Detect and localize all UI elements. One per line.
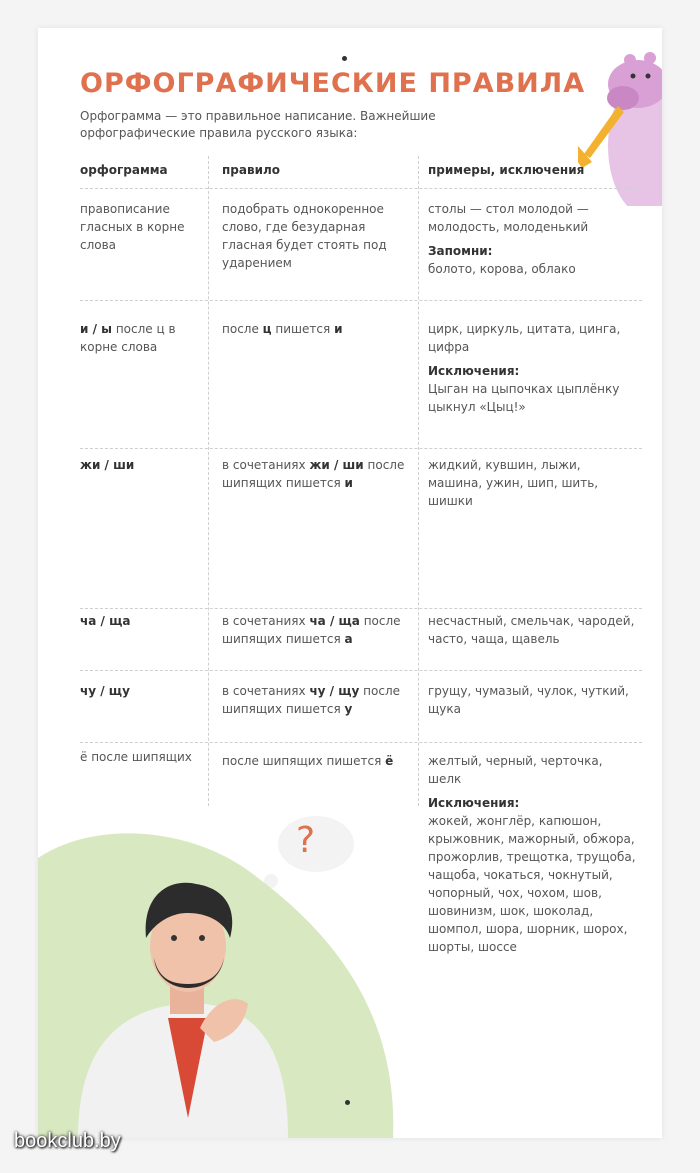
exceptions-label: Исключения: [428, 364, 520, 378]
header-examples: примеры, исключения [428, 163, 585, 177]
page-title: ОРФОГРАФИЧЕСКИЕ ПРАВИЛА [80, 68, 586, 99]
rule-combination: жи / ши [309, 458, 364, 472]
page-dot-top [342, 56, 347, 61]
examples-yo [428, 752, 638, 956]
rule-cha-shcha [222, 612, 407, 648]
rule-chu-shchu [222, 682, 407, 718]
rule-text: после [222, 322, 259, 336]
orthogram-letters: и / ы [80, 322, 112, 336]
examples-text: желтый, черный, черточка, шелк [428, 754, 603, 786]
orthogram-vowels: правописание гласных в корне слова [80, 202, 185, 252]
rule-yo [222, 752, 407, 770]
examples-zhi-shi: жидкий, кувшин, лыжи, машина, ужин, шип, шить, шишки [428, 458, 599, 508]
thinking-man-illustration [38, 798, 398, 1138]
orthogram-zhi-shi: жи / ши [80, 458, 135, 472]
header-rule: правило [222, 163, 281, 177]
examples-vowels [428, 200, 638, 278]
rule-text: в сочетаниях [222, 614, 306, 628]
table-divider [80, 300, 642, 301]
examples-chu-shchu: грущу, чумазый, чулок, чуткий, щука [428, 684, 629, 716]
page-dot-bottom [345, 1100, 350, 1105]
rule-text: пишется [275, 322, 331, 336]
table-divider [80, 448, 642, 449]
examples-text: цирк, циркуль, цитата, цинга, цифра [428, 322, 621, 354]
exceptions-words: жокей, жонглёр, капюшон, крыжовник, мажорный, обжора, прожорлив, трещотка, трущоба, чащоба, чокаться, чокнутый, чопорный, чох, чохом, шов, шовинизм, шок, шоколад, шомпол, шора, шорник, шорох, шорты, шоссе [428, 814, 636, 954]
question-mark-icon: ? [296, 820, 316, 861]
rule-text: после шипящих пишется [222, 458, 405, 490]
rule-letter: у [344, 702, 353, 716]
watermark-logo: bookclub.by [14, 1130, 121, 1152]
orthogram-yo: ё после шипящих [80, 750, 192, 764]
header-orthogram: орфограмма [80, 163, 168, 177]
rule-combination: чу / щу [309, 684, 360, 698]
rule-letter: а [344, 632, 353, 646]
rule-combination: ча / ща [309, 614, 360, 628]
table-divider [80, 670, 642, 671]
rule-i-y [222, 320, 407, 338]
column-divider [208, 156, 209, 806]
examples-text: столы — стол молодой — молодость, молоденький [428, 202, 589, 234]
table-divider [80, 188, 642, 189]
rule-text: в сочетаниях [222, 684, 306, 698]
orthogram-i-y [80, 320, 198, 356]
orthogram-chu-shchu: чу / щу [80, 684, 130, 698]
rule-text: в сочетаниях [222, 458, 306, 472]
remember-label: Запомни: [428, 244, 493, 258]
rule-letter: и [334, 322, 343, 336]
intro-text: Орфограмма — это правильное написание. Важнейшие орфографические правила русского языка: [80, 109, 436, 140]
rule-text: после шипящих пишется [222, 754, 382, 768]
column-divider [418, 156, 419, 806]
table-divider [80, 608, 642, 609]
rule-zhi-shi [222, 456, 407, 492]
rule-letter-c: ц [262, 322, 272, 336]
hippo-trumpet-illustration [578, 36, 662, 206]
remember-words: болото, корова, облако [428, 262, 576, 276]
exceptions-label: Исключения: [428, 796, 520, 810]
exceptions-words: Цыган на цыпочках цыплёнку цыкнул «Цыц!» [428, 382, 620, 414]
rule-text: после шипящих пишется [222, 684, 400, 716]
book-page [38, 28, 662, 1138]
examples-i-y [428, 320, 638, 416]
table-divider [80, 742, 642, 743]
rule-letter: и [344, 476, 353, 490]
rule-letter: ё [385, 754, 394, 768]
examples-cha-shcha: несчастный, смельчак, чародей, часто, чаща, щавель [428, 614, 635, 646]
orthogram-cha-shcha: ча / ща [80, 614, 131, 628]
rule-vowels: подобрать однокоренное слово, где безударная гласная будет стоять под ударением [222, 202, 387, 270]
rule-text: после шипящих пишется [222, 614, 401, 646]
orthogram-context: после ц в корне слова [80, 322, 176, 354]
